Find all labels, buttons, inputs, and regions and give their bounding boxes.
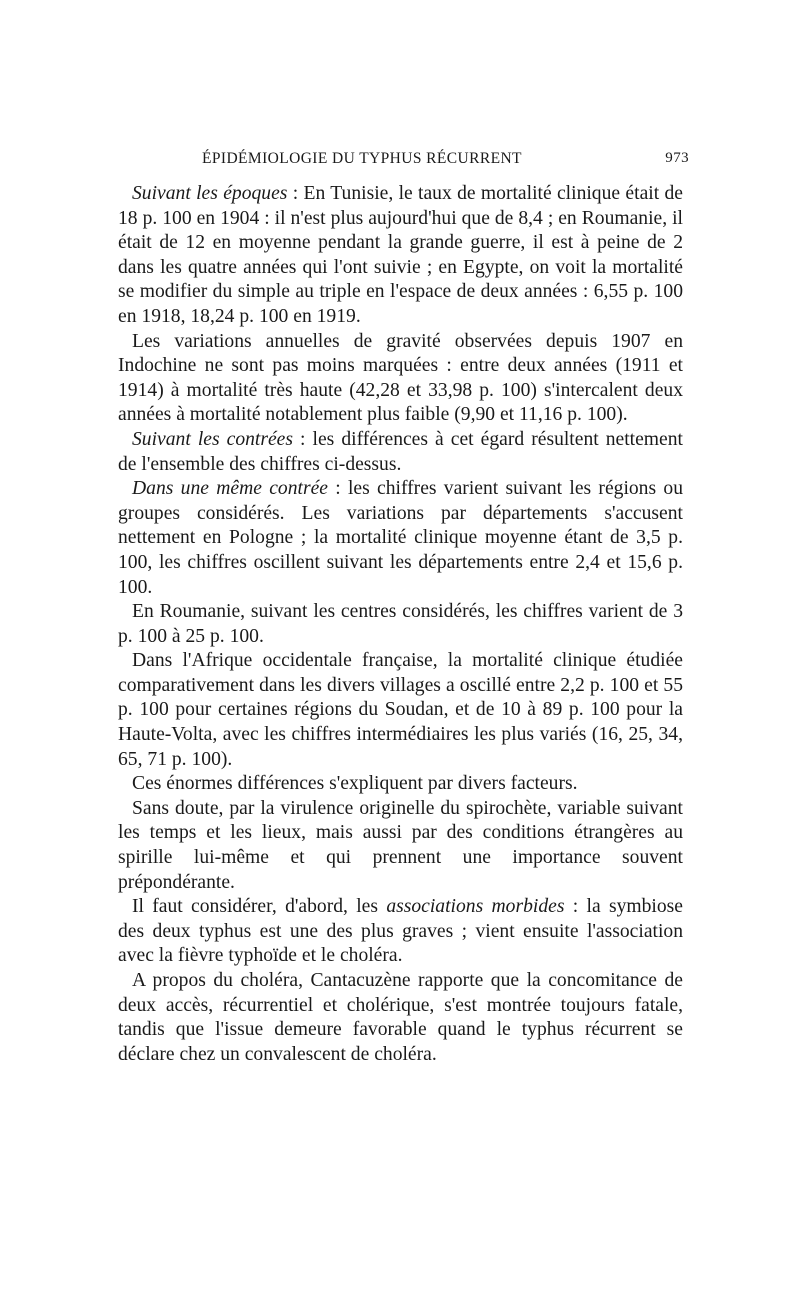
paragraph-tail: : la symbiose des deux typhus est une des plus graves ; vient ensuite l'association avec la fièvre typhoïde et le choléra. [118, 896, 683, 967]
paragraph-text: Ces énormes différences s'expliquent par divers facteurs. [132, 773, 578, 795]
paragraph-text: Sans doute, par la virulence originelle du spirochète, variable suivant les temps et les lieux, mais aussi par des conditions étrangères au spirille lui-même et qui prennent une importance souvent prépondérante. [118, 797, 683, 893]
paragraph-cholera [118, 969, 683, 1067]
paragraph-indochine [118, 330, 683, 428]
body-text [118, 182, 683, 1067]
paragraph-roumanie [118, 600, 683, 649]
paragraph-meme-contree [118, 477, 683, 600]
paragraph-lead: Dans une même contrée [132, 478, 328, 500]
book-page [118, 148, 689, 1067]
paragraph-lead: Suivant les contrées [132, 428, 293, 450]
paragraph-sans-doute [118, 797, 683, 895]
page-number: 973 [665, 150, 689, 166]
paragraph-contrees [118, 428, 683, 477]
paragraph-differences [118, 772, 683, 797]
paragraph-text: En Roumanie, suivant les centres considérés, les chiffres varient de 3 p. 100 à 25 p. 100. [118, 601, 683, 647]
paragraph-text: Il faut considérer, d'abord, les [132, 896, 387, 918]
paragraph-epoques [118, 182, 683, 330]
paragraph-text: : les différences à cet égard résultent nettement de l'ensemble des chiffres ci-dessus. [118, 428, 683, 475]
paragraph-lead: Suivant les époques [132, 183, 288, 204]
paragraph-text: Dans l'Afrique occidentale française, la mortalité clinique étudiée comparativement dans les divers villages a oscillé entre 2,2 p. 100 et 55 p. 100 pour certaines régions du Soudan, et de 10 à 89 p. 100 pour la Haute-Volta, avec les chiffres intermédiaires les plus variés (16, 25, 34, 65, 71 p. 100). [118, 650, 683, 770]
running-head [118, 148, 689, 176]
paragraph-text: A propos du choléra, Cantacuzène rapporte que la concomitance de deux accès, récurrentiel et cholérique, s'est montrée toujours fatale, tandis que l'issue demeure favorable quand le typhus récurrent se déclare chez un convalescent de choléra. [118, 970, 683, 1065]
paragraph-text: : En Tunisie, le taux de mortalité clinique était de 18 p. 100 en 1904 : il n'est plus aujourd'hui que de 8,4 ; en Roumanie, il était de 12 en moyenne pendant la grande guerre, il est à peine de 2 dans les quatre années qui l'ont suivie ; en Egypte, on voit la mortalité se modifier du simple au triple en l'espace de deux années : 6,55 p. 100 en 1918, 18,24 p. 100 en 1919. [118, 183, 683, 327]
paragraph-text: Les variations annuelles de gravité observées depuis 1907 en Indochine ne sont pas moins marquées : entre deux années (1911 et 1914) à mortalité très haute (42,28 et 33,98 p. 100) s'intercalent deux années à mortalité notablement plus faible (9,90 et 11,16 p. 100). [118, 330, 683, 426]
paragraph-associations [118, 895, 683, 969]
running-head-title: ÉPIDÉMIOLOGIE DU TYPHUS RÉCURRENT [202, 150, 522, 167]
paragraph-afrique [118, 649, 683, 772]
paragraph-text: : les chiffres varient suivant les régions ou groupes considérés. Les variations par départements s'accusent nettement en Pologne ; la mortalité clinique moyenne étant de 3,5 p. 100, les chiffres oscillent suivant les départements entre 2,4 et 15,6 p. 100. [118, 478, 683, 598]
paragraph-italic-term: associations morbides [386, 896, 565, 918]
